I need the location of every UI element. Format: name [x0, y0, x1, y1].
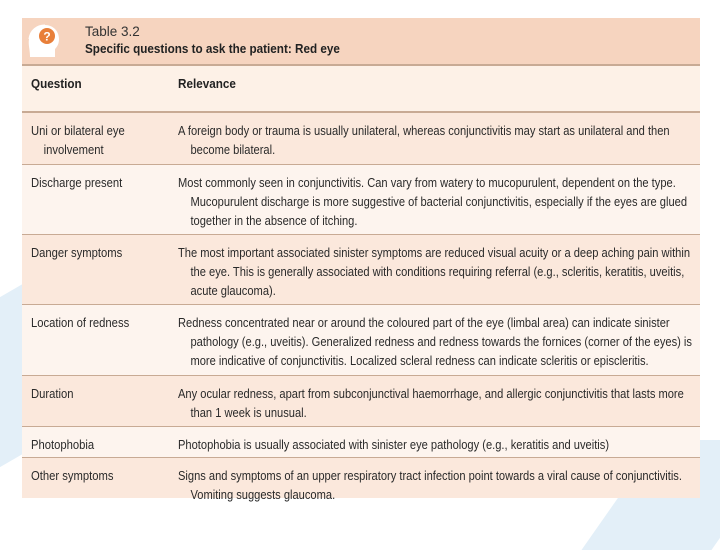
question-cell: Duration	[31, 387, 74, 401]
relevance-cell: Signs and symptoms of an upper respiratory tract infection point towards a viral cause of conjunctivitis. Vomiting suggests glaucoma.	[178, 469, 682, 502]
head-question-icon	[24, 21, 64, 59]
column-header-relevance: Relevance	[178, 76, 236, 91]
table-card	[22, 18, 700, 502]
table-row	[22, 165, 700, 235]
table-caption	[22, 18, 700, 64]
question-cell: Discharge present	[31, 176, 123, 190]
table-row	[22, 376, 700, 427]
svg-text:?: ?	[43, 29, 51, 44]
table-row	[22, 305, 700, 376]
relevance-cell: Most commonly seen in conjunctivitis. Can vary from watery to mucopurulent, dependent on the type. Mucopurulent discharge is more suggestive of bacterial conjunctivitis, especially if the eyes are glued together in the absence of itching.	[178, 176, 688, 228]
relevance-cell: The most important associated sinister symptoms are reduced visual acuity or a deep aching pain within the eye. This is generally associated with conditions requiring referral (e.g., scleritis, keratitis, uveitis, acute glaucoma).	[178, 246, 691, 298]
table-title: Specific questions to ask the patient: Red eye	[85, 41, 340, 56]
column-header-question: Question	[31, 76, 82, 91]
question-cell: Photophobia	[31, 438, 95, 452]
relevance-cell: A foreign body or trauma is usually unilateral, whereas conjunctivitis may start as unilateral and then become bilateral.	[178, 124, 670, 157]
table-row	[22, 235, 700, 305]
table-number: Table 3.2	[85, 24, 140, 39]
relevance-cell: Redness concentrated near or around the coloured part of the eye (limbal area) can indicate sinister pathology (e.g., uveitis). Generalized redness and redness towards the fornices (corner of the eyes) is more indicative of conjunctivitis. Localized scleral redness can indicate scleritis or episcleritis.	[178, 316, 692, 368]
question-cell: Other symptoms	[31, 469, 114, 483]
table-row	[22, 458, 700, 502]
relevance-cell: Any ocular redness, apart from subconjunctival haemorrhage, and allergic conjunctivitis that lasts more than 1 week is unusual.	[178, 387, 684, 420]
table-row	[22, 113, 700, 165]
question-cell: Location of redness	[31, 316, 130, 330]
table-row	[22, 427, 700, 458]
table-header-row	[22, 64, 700, 113]
question-cell: Uni or bilateral eye involvement	[31, 124, 125, 157]
relevance-cell: Photophobia is usually associated with sinister eye pathology (e.g., keratitis and uveitis)	[178, 438, 610, 452]
question-cell: Danger symptoms	[31, 246, 123, 260]
